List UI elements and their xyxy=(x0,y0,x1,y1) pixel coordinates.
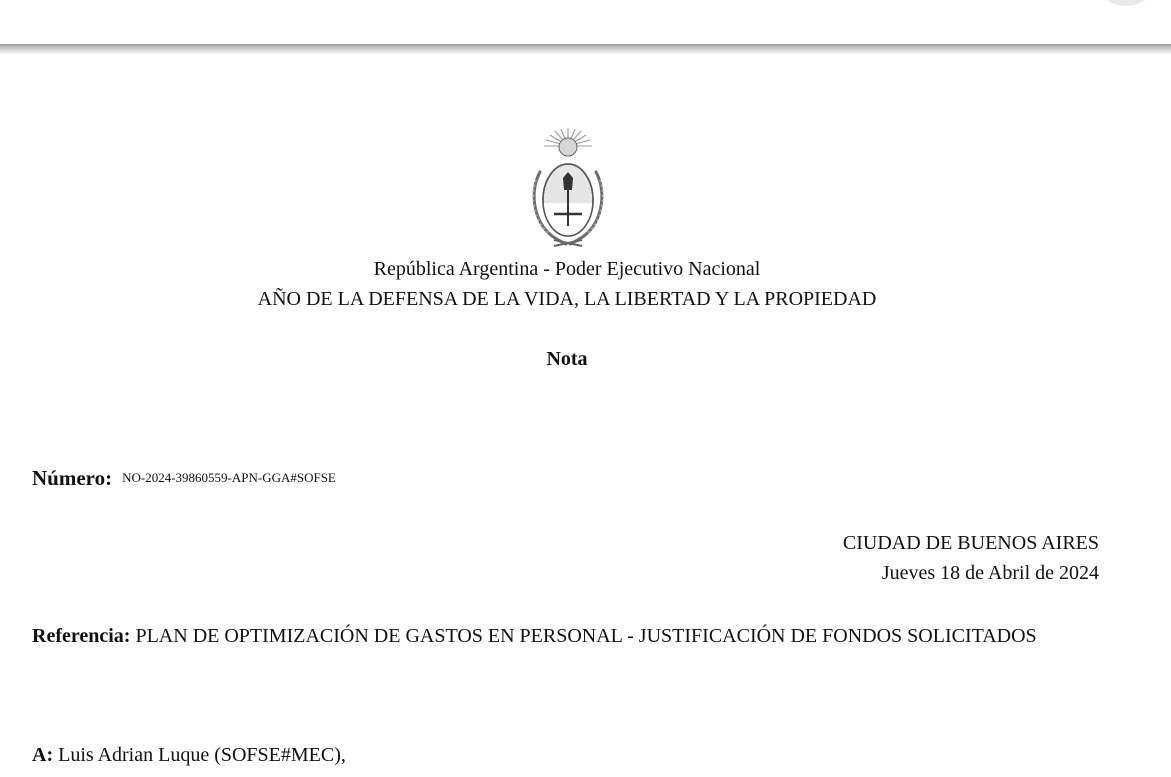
recipient-label: A: xyxy=(32,744,54,766)
document-date: Jueves 18 de Abril de 2024 xyxy=(881,562,1099,584)
recipient xyxy=(32,740,346,770)
reference xyxy=(32,621,1112,651)
viewer-toolbar xyxy=(0,0,1171,44)
document-number-value: NO-2024-39860559-APN-GGA#SOFSE xyxy=(122,470,336,485)
place-city: CIUDAD DE BUENOS AIRES xyxy=(842,532,1099,554)
year-motto: AÑO DE LA DEFENSA DE LA VIDA, LA LIBERTAD Y LA PROPIEDAD xyxy=(257,288,877,310)
place-and-date xyxy=(843,528,1099,588)
document-number xyxy=(32,466,336,491)
reference-label: Referencia: xyxy=(32,625,131,647)
argentina-coat-of-arms-icon xyxy=(524,128,612,252)
toolbar-button[interactable] xyxy=(1101,0,1151,6)
page-top-shadow xyxy=(0,44,1171,54)
document-type-title: Nota xyxy=(546,348,588,370)
document-page xyxy=(0,54,1171,777)
document-number-label: Número: xyxy=(32,466,113,490)
republic-header: República Argentina - Poder Ejecutivo Nacional xyxy=(373,258,761,280)
reference-text: PLAN DE OPTIMIZACIÓN DE GASTOS EN PERSONAL - JUSTIFICACIÓN DE FONDOS SOLICITADOS xyxy=(135,625,1037,647)
recipient-name: Luis Adrian Luque (SOFSE#MEC), xyxy=(58,744,346,766)
